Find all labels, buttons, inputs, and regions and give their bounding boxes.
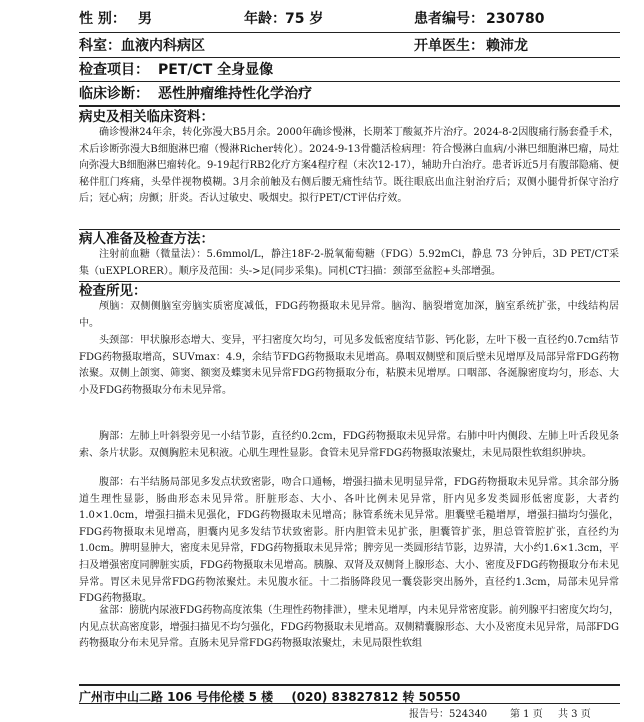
exam-label: 检查项目：	[79, 62, 149, 78]
footer-rule-bottom	[79, 703, 620, 704]
header-rule-4	[79, 105, 620, 107]
footer-address: 广州市中山二路 106 号伟伦楼 5 楼	[79, 690, 274, 704]
department-label: 科室：	[79, 38, 121, 54]
age-label: 年龄：	[244, 11, 286, 27]
page-number: 第 1 页	[510, 709, 543, 720]
history-text: 确诊慢淋24年余，转化弥漫大B5月余。2000年确诊慢淋，长期苯丁酸氮芥片治疗。2024-8-2因腹痛行肠套叠手术，术后诊断弥漫大B细胞淋巴瘤（慢淋Richer转化）。2024-9-13骨髓活检病理：符合慢淋白血病/小淋巴细胞淋巴瘤，局灶向弥漫大B细胞淋巴瘤转化。9-19起行RB2化疗方案4程疗程（末次12-17），辅助升白治疗。患者诉近5月有腹部隐痛、便秘伴肛门疼痛，头晕伴视物模糊。3月余前触及右侧后腰无痛性结节。既往眼底出血注射治疗后；双侧小腿骨折保守治疗后；冠心病；房颤；肝炎。否认过敏史、吸烟史。拟行PET/CT评估疗效。	[79, 127, 619, 205]
prep-rule	[79, 281, 620, 282]
prep-text: 注射前血糖（微量法）：5.6mmol/L，静注18F-2-脱氧葡萄糖（FDG）5.92mCi，静息 73 分钟后，3D PET/CT采集（uEXPLORER）。顺序及范围：头->足(同步采集)。同机CT扫描：颈部至盆腔+头部增强。	[79, 249, 619, 277]
prep-title: 病人准备及检查方法：	[79, 231, 214, 247]
department-value: 血液内科病区	[121, 38, 205, 54]
diagnosis-value: 恶性肿瘤维持性化学治疗	[158, 86, 312, 102]
findings-abdomen: 腹部：右半结肠局部见多发点状致密影，吻合口通畅，增强扫描未见明显异常，FDG药物摄取未见异常。其余部分肠道生理性显影，肠曲形态未见异常。肝脏形态、大小、各叶比例未见异常，肝内见多发类圆形低密度影，大者约1.0×1.0cm，增强扫描未见强化，FDG药物摄取未见增高；脉管系统未见异常。胆囊壁毛糙增厚，增强扫描均匀强化，FDG药物摄取未见增高，胆囊内见多发结节状致密影。肝内胆管未见扩张，胆囊管扩张，胆总管管腔扩张，直径约为1.0cm。脾明显肿大，密度未见异常，FDG药物摄取未见异常；脾旁见一类圆形结节影，边界清，大小约1.6×1.3cm，平扫及增强密度同脾脏实质，FDG药物摄取未见增高。胰腺、双肾及双侧肾上腺形态、大小、密度及FDG药物摄取分布未见异常。胃区未见异常FDG药物浓聚灶。未见腹水征。十二指肠降段见一囊袋影突出肠外，直径约1.3cm，局部未见异常FDG药物摄取。	[79, 477, 619, 605]
report-number: 报告号：524340	[409, 709, 488, 720]
gender-label: 性 别：	[79, 11, 126, 27]
patient-no-label: 患者编号：	[414, 11, 484, 27]
findings-brain: 颅脑：双侧侧脑室旁脑实质密度减低，FDG药物摄取未见异常。脑沟、脑裂增宽加深，脑室系统扩张，中线结构居中。	[79, 301, 619, 329]
doctor-value: 赖沛龙	[486, 38, 528, 54]
page-total: 共 3 页	[558, 709, 591, 720]
patient-no-value: 230780	[486, 11, 545, 27]
gender-value: 男	[138, 11, 152, 27]
findings-chest: 胸部：左肺上叶斜裂旁见一小结节影，直径约0.2cm，FDG药物摄取未见异常。右肺中叶内侧段、左肺上叶舌段见条索、条片状影。双侧胸腔未见积液。心肌生理性显影。食管未见异常FDG药物摄取浓聚灶，未见局限性软组织肿块。	[79, 431, 619, 459]
findings-title: 检查所见：	[79, 283, 147, 299]
exam-value: PET/CT 全身显像	[158, 62, 274, 78]
findings-pelvis: 盆部：膀胱内尿液FDG药物高度浓集（生理性药物排泄），壁未见增厚，内未见异常密度影。前列腺平扫密度欠均匀，内见点状高密度影，增强扫描见不均匀强化，FDG药物摄取未见增高。双侧精囊腺形态、大小及密度未见异常，局部FDG药物摄取分布未见异常。直肠未见异常FDG药物摄取浓聚灶，未见局限性软组	[79, 605, 619, 650]
doctor-label: 开单医生：	[414, 38, 484, 54]
history-title: 病史及相关临床资料：	[79, 109, 214, 125]
footer-phone: (020) 83827812 转 50550	[291, 690, 461, 704]
age-value: 75 岁	[285, 11, 324, 27]
findings-neck: 头颈部：甲状腺形态增大、变异，平扫密度欠均匀，可见多发低密度结节影、钙化影，左叶下极一直径约0.7cm结节FDG药物摄取增高，SUVmax：4.9，余结节FDG药物摄取未见增高。鼻咽双侧壁和顶后壁未见增厚及局部异常FDG药物浓聚。双侧上颌窦、筛窦、额窦及蝶窦未见异常FDG药物摄取分布，粘膜未见增厚。口咽部、各涎腺密度均匀，形态、大小及FDG药物摄取分布未见异常。	[79, 335, 619, 396]
history-rule	[79, 229, 620, 230]
footer-rule-top	[79, 684, 620, 686]
diagnosis-label: 临床诊断：	[79, 86, 149, 102]
